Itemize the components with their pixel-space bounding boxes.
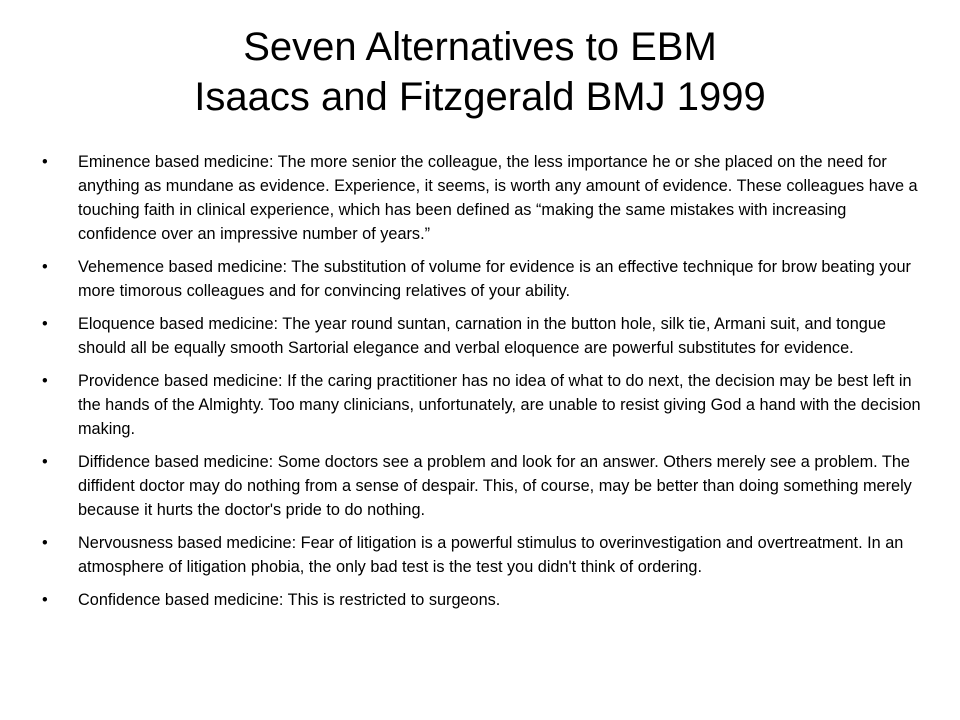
bullet-icon: • (42, 453, 48, 471)
bullet-icon: • (42, 534, 48, 552)
title-line-1: Seven Alternatives to EBM (243, 25, 717, 69)
title-line-2: Isaacs and Fitzgerald BMJ 1999 (194, 75, 766, 119)
bullet-item-vehemence (40, 255, 928, 303)
bullet-text: Diffidence based medicine: Some doctors see a problem and look for an answer. Others merely see a problem. The diffident doctor may do nothing from a sense of despair. This, of course, may be better than doing something merely because it hurts the doctor's pride to do nothing. (78, 453, 912, 519)
bullet-list (40, 150, 928, 621)
bullet-text: Nervousness based medicine: Fear of litigation is a powerful stimulus to overinvestigation and overtreatment. In an atmosphere of litigation phobia, the only bad test is the test you didn't think of ordering. (78, 534, 904, 576)
bullet-text: Eminence based medicine: The more senior the colleague, the less importance he or she placed on the need for anything as mundane as evidence. Experience, it seems, is worth any amount of evidence. These colleagues have a touching faith in clinical experience, which has been defined as “making the same mistakes with increasing confidence over an impressive number of years.” (78, 153, 918, 243)
bullet-icon: • (42, 591, 48, 609)
bullet-icon: • (42, 258, 48, 276)
bullet-item-eminence (40, 150, 928, 246)
bullet-item-providence (40, 369, 928, 441)
bullet-icon: • (42, 372, 48, 390)
slide-title (60, 22, 900, 122)
bullet-text: Eloquence based medicine: The year round suntan, carnation in the button hole, silk tie, Armani suit, and tongue should all be equally smooth Sartorial elegance and verbal eloquence are powerful substitutes for evidence. (78, 315, 886, 357)
bullet-icon: • (42, 315, 48, 333)
bullet-text: Confidence based medicine: This is restricted to surgeons. (78, 591, 501, 609)
bullet-item-eloquence (40, 312, 928, 360)
bullet-item-confidence (40, 588, 928, 612)
bullet-text: Vehemence based medicine: The substitution of volume for evidence is an effective technique for brow beating your more timorous colleagues and for convincing relatives of your ability. (78, 258, 911, 300)
bullet-item-diffidence (40, 450, 928, 522)
bullet-item-nervousness (40, 531, 928, 579)
bullet-icon: • (42, 153, 48, 171)
bullet-text: Providence based medicine: If the caring practitioner has no idea of what to do next, the decision may be best left in the hands of the Almighty. Too many clinicians, unfortunately, are unable to resist giving God a hand with the decision making. (78, 372, 921, 438)
